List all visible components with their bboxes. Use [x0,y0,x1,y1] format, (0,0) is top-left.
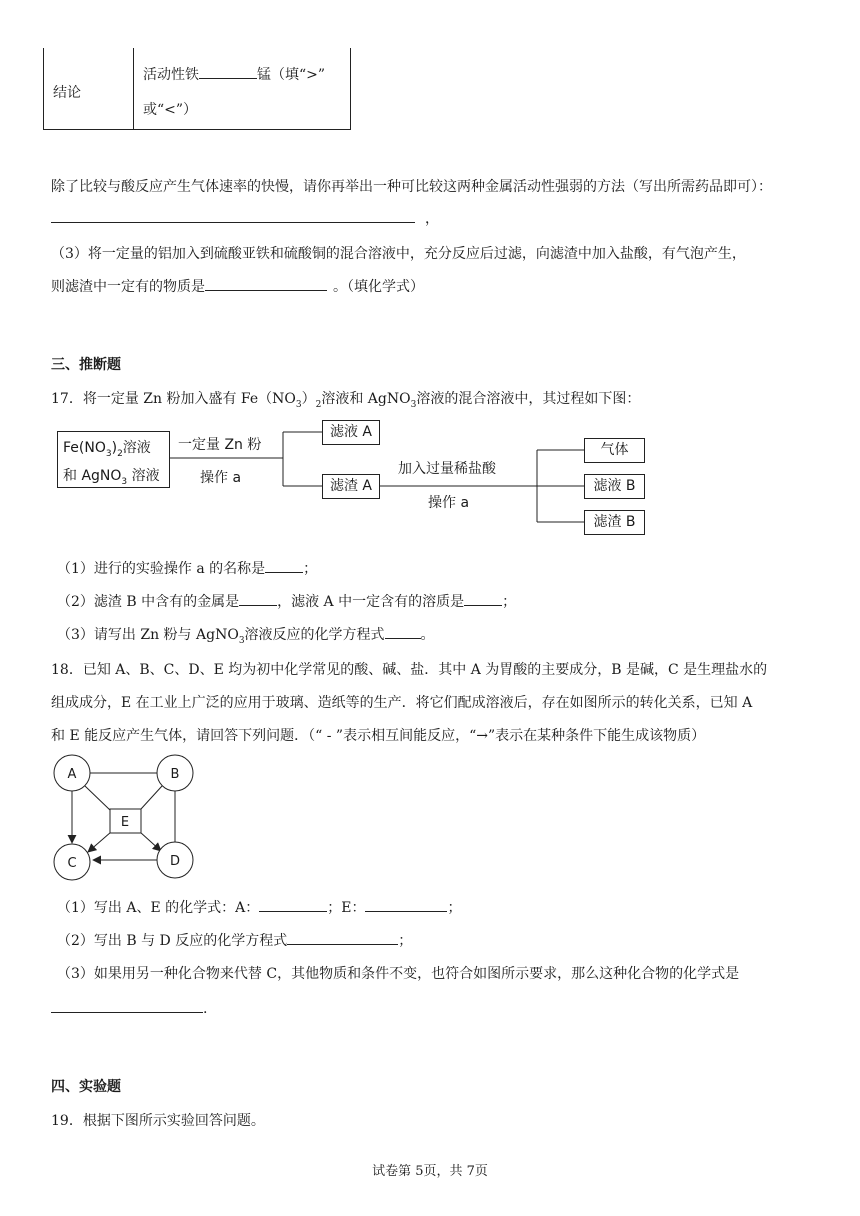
residue-a-box: 滤渣 A [322,474,380,499]
q18-line3: 和 E 能反应产生气体，请回答下列问题．（“ - ”表示相互间能反应，“→”表示在某种条件下能生成该物质） [51,728,706,744]
step2-operation-label: 操作 a [428,495,470,511]
edge-e-d [140,832,161,851]
q17-stem: 17．将一定量 Zn 粉加入盛有 $Fe(NO_3)_2$溶液和 AgNO$_3$溶液的混合溶液中，其过程如下图： [51,391,641,410]
answer-blank[interactable] [287,930,398,945]
node-d-label: D [169,854,181,869]
edge-e-c [88,832,111,852]
answer-blank[interactable] [51,998,203,1013]
method-answer-line: ， [51,208,439,228]
q17-sub1: （1）进行的实验操作 a 的名称是 ； [57,558,317,578]
node-c-label: C [67,856,77,871]
q18-line2: 组成成分，E 在工业上广泛的应用于玻璃、造纸等的生产．将它们配成溶液后，存在如图所示的转化关系，已知 A [51,695,753,711]
edge-b-e [141,786,162,809]
step1-reagent-label: 一定量 Zn 粉 [178,437,262,453]
q18-sub3-line1: （3）如果用另一种化合物来代替 C，其他物质和条件不变，也符合如图所示要求，那么这种化合物的化学式是 [57,966,740,982]
residue-b-box: 滤渣 B [584,510,645,535]
node-b-label: B [170,767,180,782]
step2-reagent-label: 加入过量稀盐酸 [398,461,496,477]
q18-sub1: （1）写出 A、E 的化学式：A： ；E： ； [57,897,461,917]
gas-box: 气体 [584,438,645,463]
q18-line1: 18．已知 A、B、C、D、E 均为初中化学常见的酸、碱、盐．其中 A 为胃酸的主要成分，B 是碱，C 是生理盐水的 [51,662,768,678]
edge-a-e [85,786,111,811]
table-cell-line1: 活动性铁 锰（填“>” [143,64,325,84]
step1-operation-label: 操作 a [200,470,242,486]
q18-sub3-line2: . [51,998,207,1017]
answer-blank[interactable] [365,897,447,912]
q17-sub2: （2）滤渣 B 中含有的金属是 ，滤液 A 中一定含有的溶质是 ； [57,591,516,611]
method-question: 除了比较与酸反应产生气体速率的快慢，请你再举出一种可比较这两种金属活动性强弱的方法（写出所需药品即可）： [51,179,772,195]
q16-3-line1: （3）将一定量的铝加入到硫酸亚铁和硫酸铜的混合溶液中，充分反应后过滤，向滤渣中加入盐酸，有气泡产生， [51,246,746,262]
table-label: 结论 [53,85,81,101]
page-footer: 试卷第 5页，共 7页 [372,1164,488,1179]
filtrate-a-box: 滤液 A [322,420,380,445]
section-title-4: 四、实验题 [51,1079,121,1095]
filtrate-b-box: 滤液 B [584,474,645,499]
q16-3-line2: 则滤渣中一定有的物质是 。（填化学式） [51,276,424,296]
answer-blank[interactable] [259,897,327,912]
section-title-3: 三、推断题 [51,357,121,373]
table-cell-line2: 或“<”） [143,102,198,118]
q17-sub3: （3）请写出 Zn 粉与 AgNO$_3$溶液反应的化学方程式 。 [57,624,435,646]
q18-sub2: （2）写出 B 与 D 反应的化学方程式 ； [57,930,412,950]
start-solution-box: $Fe(NO_3)_2$溶液 和 AgNO$_3$ 溶液 [57,431,170,488]
q19-stem: 19．根据下图所示实验回答问题。 [51,1113,265,1129]
node-e-label: E [120,815,130,830]
node-a-label: A [67,767,77,782]
